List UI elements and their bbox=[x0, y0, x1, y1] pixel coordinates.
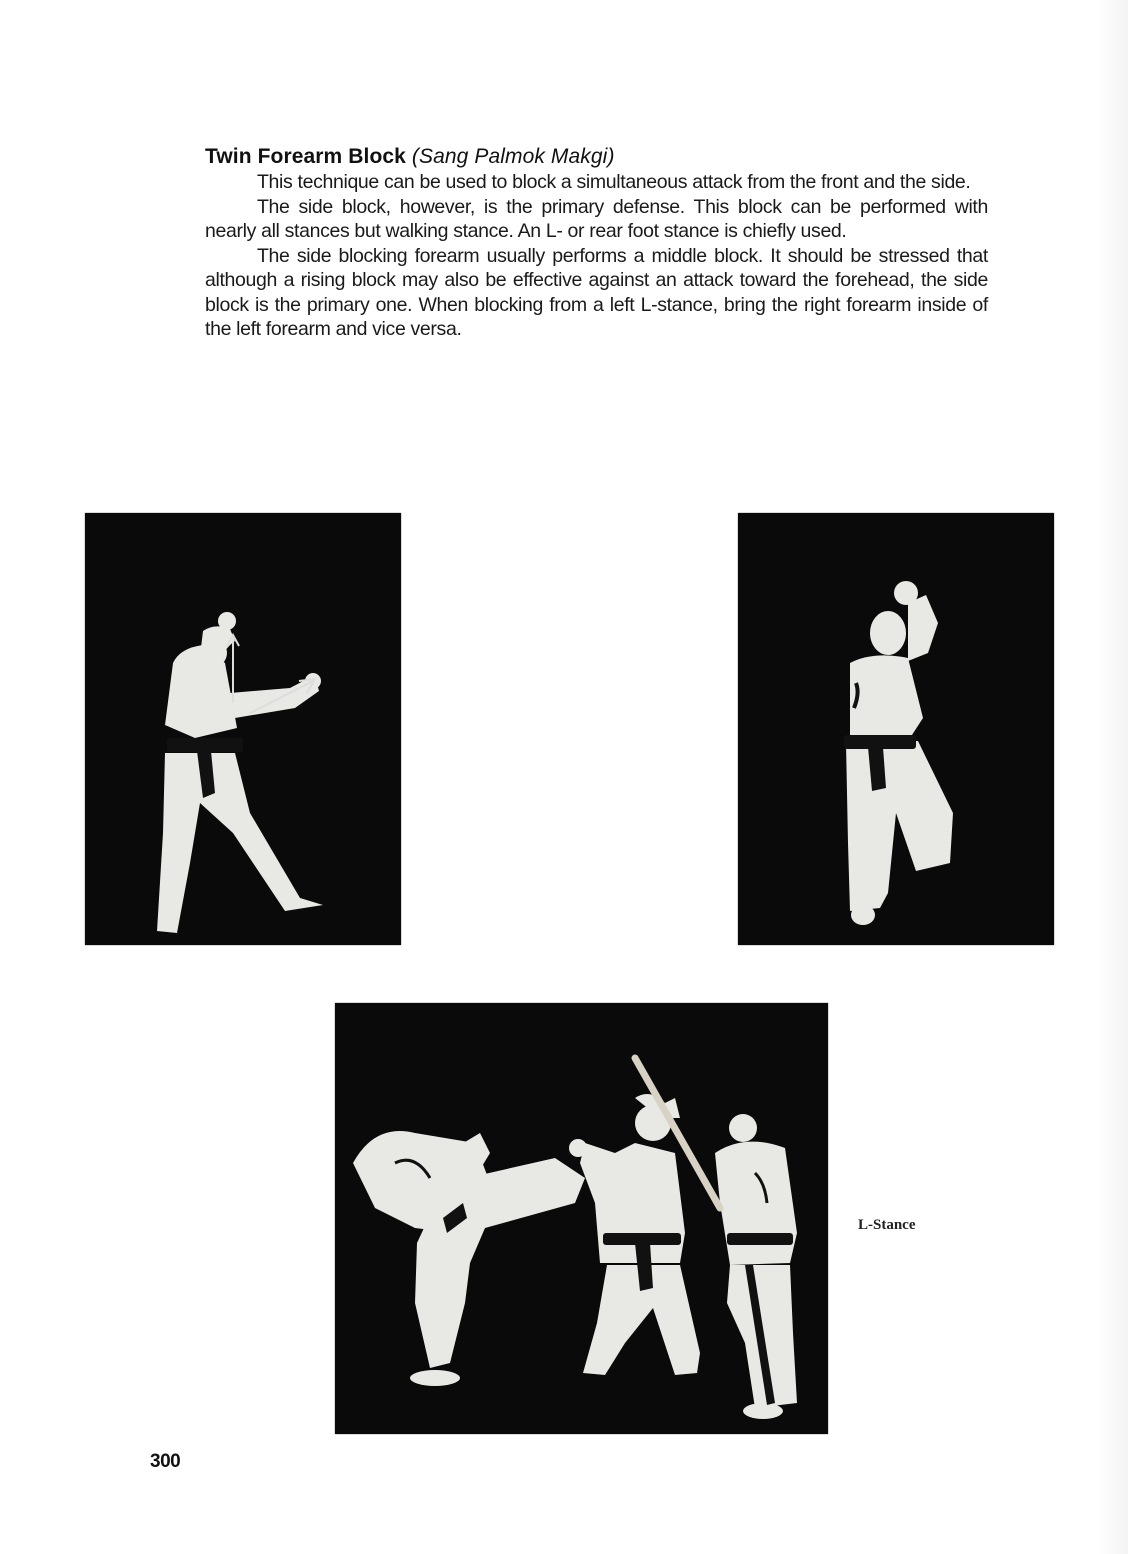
photo-twin-forearm-block-front bbox=[738, 513, 1054, 945]
section-heading bbox=[205, 144, 988, 170]
paragraph-2: The side block, however, is the primary defense. This block can be performed with nearly all stances but walking stance. An L- or rear foot stance is chiefly used. bbox=[205, 195, 988, 242]
paragraph-1: This technique can be used to block a simultaneous attack from the front and the side. bbox=[257, 171, 971, 193]
section-subtitle: (Sang Palmok Makgi) bbox=[411, 145, 615, 168]
photo-block-kick-and-staff bbox=[335, 1003, 828, 1434]
figure-illustration bbox=[85, 513, 401, 945]
page-number: 300 bbox=[150, 1451, 181, 1472]
section-title: Twin Forearm Block bbox=[205, 145, 406, 168]
figure-illustration bbox=[738, 513, 1054, 945]
figure-illustration bbox=[335, 1003, 828, 1434]
photo-caption: L-Stance bbox=[858, 1217, 916, 1233]
text-section bbox=[205, 144, 988, 342]
photo-twin-forearm-block-side bbox=[85, 513, 401, 945]
paragraph-3: The side blocking forearm usually performs a middle block. It should be stressed that although a rising block may also be effective against an attack toward the forehead, the side block is the primary one. When blocking from a left L-stance, bring the right forearm inside of the left forearm and vice versa. bbox=[205, 244, 988, 340]
page-edge-shading bbox=[1098, 0, 1128, 1554]
